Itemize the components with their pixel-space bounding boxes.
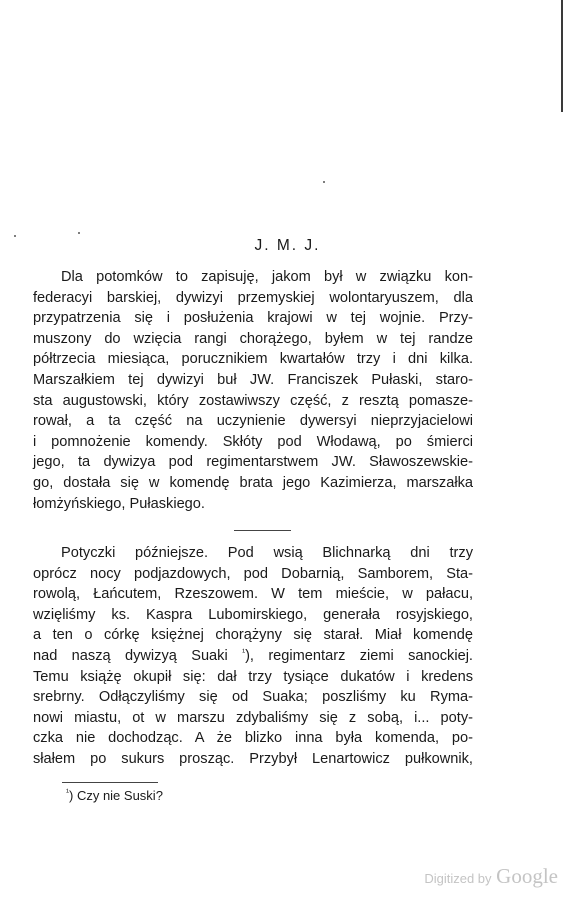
text-line: federacyi barskiej, dywizyi przemyskiej wolontaryuszem, dla — [33, 289, 473, 306]
watermark-brand: Google — [496, 864, 558, 888]
section-divider — [234, 530, 291, 531]
footnote-reference: ¹ — [242, 646, 246, 657]
text-fragment: nad naszą dywizyą Suaki — [33, 647, 228, 664]
text-line: rowolą, Łańcutem, Rzeszowem. W tem mieście, w pałacu, — [33, 586, 473, 603]
page-heading: J. M. J. — [254, 237, 321, 254]
scan-speck — [78, 232, 80, 234]
text-line: jego, ta dywizya pod regimentarstwem JW. Sławoszewskie- — [33, 454, 473, 471]
text-line: łomżyńskiego, Pułaskiego. — [33, 495, 205, 512]
footnote-marker: ¹ — [66, 787, 69, 797]
text-line: słałem po sukurs prosząc. Przybył Lenartowicz pułkownik, — [33, 750, 473, 767]
text-line: półtrzecia miesiąca, porucznikiem kwartałów trzy i dni kilka. — [33, 351, 473, 368]
text-line: srebrny. Odłączyliśmy się od Suaka; poszliśmy ku Ryma- — [33, 689, 473, 706]
footnote-text: ) Czy nie Suski? — [69, 788, 163, 803]
text-line: Marszałkiem tej dywizyi buł JW. Franciszek Pułaski, staro- — [33, 371, 473, 388]
text-line-with-footnote-ref — [33, 646, 473, 667]
text-line: oprócz nocy podjazdowych, pod Dobarnią, Samborem, Sta- — [33, 565, 473, 582]
text-fragment: ), regimentarz ziemi sanockiej. — [245, 647, 473, 664]
text-line: Dla potomków to zapisuję, jakom był w związku kon- — [61, 269, 473, 285]
text-line: nowi miastu, ot w marszu zdybaliśmy się z sobą, i... poty- — [33, 709, 473, 726]
text-line: i pomnożenie komendy. Skłóty pod Włodawą, po śmierci — [33, 433, 473, 450]
footnote-rule — [62, 782, 158, 783]
text-line: go, dostała się w komendę brata jego Kazimierza, marszałka — [33, 474, 473, 491]
text-line: przypatrzenia się i posłużenia krajowi w tej wojnie. Przy- — [33, 310, 473, 327]
text-line: muszony do wzięcia rangi chorążego, byłem w tej randze — [33, 330, 473, 347]
footnote — [66, 787, 163, 805]
text-line: Potyczki późniejsze. Pod wsią Blichnarką dni trzy — [61, 545, 473, 561]
paragraph-1 — [33, 267, 473, 514]
scan-speck — [323, 181, 325, 183]
text-line: wzięliśmy ks. Kaspra Lubomirskiego, generała rosyjskiego, — [33, 606, 473, 623]
text-line: Temu książę okupił się: dał trzy tysiące dukatów i kredens — [33, 668, 473, 685]
digitization-watermark — [424, 864, 558, 889]
watermark-prefix: Digitized by — [424, 871, 492, 886]
text-line: sta augustowski, który zostawiwszy część, z resztą pomasze- — [33, 392, 473, 409]
paragraph-2 — [33, 543, 473, 770]
scanned-page-edge — [561, 0, 563, 112]
text-line: czka nie dochodząc. A że blizko inna była komenda, po- — [33, 730, 473, 747]
text-line: rował, a ta część na uczynienie dywersyi nieprzyjacielowi — [33, 413, 473, 430]
text-line: a ten o córkę księżnej chorążyny się starał. Miał komendę — [33, 627, 473, 644]
